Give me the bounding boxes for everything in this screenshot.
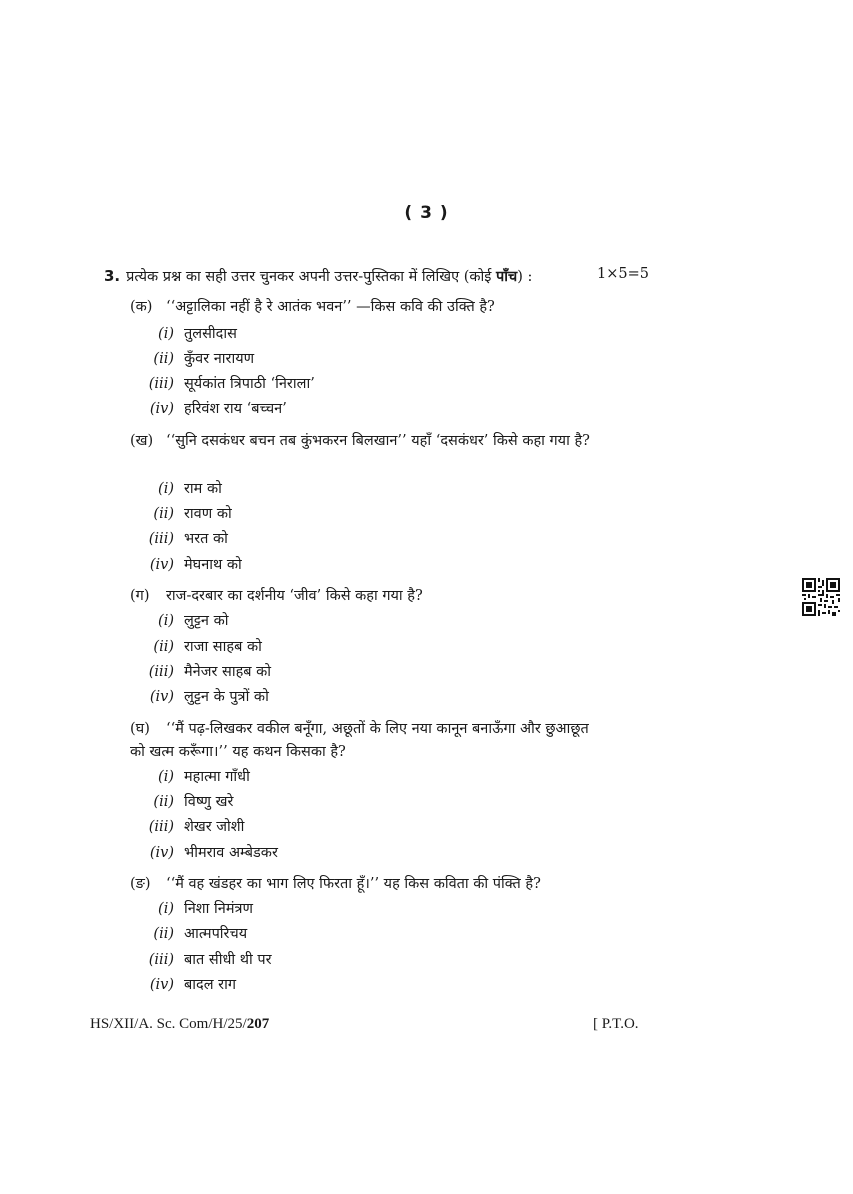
question-instruction-post: ) :	[517, 269, 533, 285]
subquestion-text: ‘‘मैं पढ़-लिखकर वकील बनूँगा, अछूतों के लिए नया कानून बनाऊँगा और छुआछूत को खत्म करूँगा।’’ यह कथन किसका है?	[130, 721, 589, 760]
paper-code-number: 207	[246, 1016, 270, 1032]
paper-code	[90, 1016, 269, 1033]
question-instruction-bold: पाँच	[495, 268, 518, 285]
option-number: (iii)	[148, 952, 174, 968]
page-number: ( 3 )	[404, 203, 449, 223]
option-text: विष्णु खरे	[184, 794, 234, 810]
option-text: मेघनाथ को	[184, 557, 242, 573]
option	[140, 398, 287, 418]
option-text: भरत को	[184, 531, 228, 547]
option-number: (iii)	[148, 819, 174, 835]
option-text: रावण को	[184, 506, 232, 522]
option-text: हरिवंश राय ‘बच्चन’	[184, 401, 287, 417]
option	[140, 949, 272, 969]
option-text: मैनेजर साहब को	[184, 664, 272, 680]
option	[140, 636, 262, 656]
option-number: (ii)	[153, 506, 174, 522]
option-text: भीमराव अम्बेडकर	[184, 845, 278, 861]
option-text: शेखर जोशी	[184, 819, 245, 835]
option-number: (iv)	[149, 401, 174, 417]
subquestion-kha	[130, 430, 605, 453]
question-instruction-pre: प्रत्येक प्रश्न का सही उत्तर चुनकर अपनी उत्तर-पुस्तिका में लिखिए (कोई	[126, 269, 496, 285]
option	[140, 528, 228, 548]
option	[140, 686, 269, 706]
option	[140, 348, 254, 368]
option	[140, 610, 228, 630]
option-text: सूर्यकांत त्रिपाठी ‘निराला’	[184, 376, 315, 392]
option-number: (i)	[158, 481, 174, 497]
subquestion-label: (क)	[130, 299, 153, 315]
option	[140, 478, 222, 498]
option-number: (iv)	[149, 557, 174, 573]
option	[140, 554, 242, 574]
option-text: लुट्टन के पुत्रों को	[184, 689, 269, 705]
option-number: (iii)	[148, 376, 174, 392]
option-text: आत्मपरिचय	[184, 926, 248, 942]
option-number: (iv)	[149, 689, 174, 705]
question-number: 3.	[104, 267, 121, 285]
option-number: (ii)	[153, 926, 174, 942]
option	[140, 766, 250, 786]
option-number: (iii)	[148, 664, 174, 680]
option-text: निशा निमंत्रण	[184, 901, 253, 917]
subquestion-nga	[130, 873, 605, 896]
option-text: राम को	[184, 481, 222, 497]
option-text: तुलसीदास	[184, 326, 237, 342]
question-marks: 1×5=5	[597, 266, 649, 282]
subquestion-text: ‘‘अट्टालिका नहीं है रे आतंक भवन’’ —किस कवि की उक्ति है?	[166, 299, 495, 315]
option-number: (i)	[158, 326, 174, 342]
qr-code	[802, 578, 840, 616]
question-header	[104, 266, 649, 286]
option-text: बादल राग	[184, 977, 237, 993]
subquestion-label: (घ)	[130, 721, 150, 737]
option-number: (i)	[158, 769, 174, 785]
pto-label: [ P.T.O.	[593, 1016, 639, 1032]
option-number: (iv)	[149, 845, 174, 861]
option-text: राजा साहब को	[184, 639, 262, 655]
subquestion-gha	[130, 718, 605, 764]
option-text: कुँवर नारायण	[184, 351, 255, 367]
option-text: बात सीधी थी पर	[184, 952, 272, 968]
option	[140, 791, 233, 811]
subquestion-label: (ग)	[130, 588, 150, 604]
option-number: (i)	[158, 613, 174, 629]
option	[140, 842, 278, 862]
paper-code-prefix: HS/XII/A. Sc. Com/H/25/	[90, 1016, 247, 1032]
option-number: (ii)	[153, 639, 174, 655]
option	[140, 974, 236, 994]
option-text: लुट्टन को	[184, 613, 229, 629]
option-number: (ii)	[153, 351, 174, 367]
subquestion-text: ‘‘सुनि दसकंधर बचन तब कुंभकरन बिलखान’’ यहाँ ‘दसकंधर’ किसे कहा गया है?	[166, 433, 590, 449]
subquestion-label: (ख)	[130, 433, 154, 449]
option	[140, 323, 237, 343]
option-number: (iii)	[148, 531, 174, 547]
subquestion-text: राज-दरबार का दर्शनीय ‘जीव’ किसे कहा गया है?	[166, 588, 423, 604]
option-text: महात्मा गाँधी	[184, 769, 250, 785]
option	[140, 816, 244, 836]
option	[140, 923, 247, 943]
subquestion-text: ‘‘मैं वह खंडहर का भाग लिए फिरता हूँ।’’ यह किस कविता की पंक्ति है?	[166, 876, 541, 892]
option	[140, 373, 315, 393]
option-number: (iv)	[149, 977, 174, 993]
option	[140, 503, 232, 523]
option-number: (ii)	[153, 794, 174, 810]
subquestion-label: (ङ)	[130, 876, 151, 892]
subquestion-ga	[130, 585, 605, 608]
option	[140, 898, 253, 918]
option	[140, 661, 271, 681]
option-number: (i)	[158, 901, 174, 917]
subquestion-ka	[130, 296, 605, 319]
